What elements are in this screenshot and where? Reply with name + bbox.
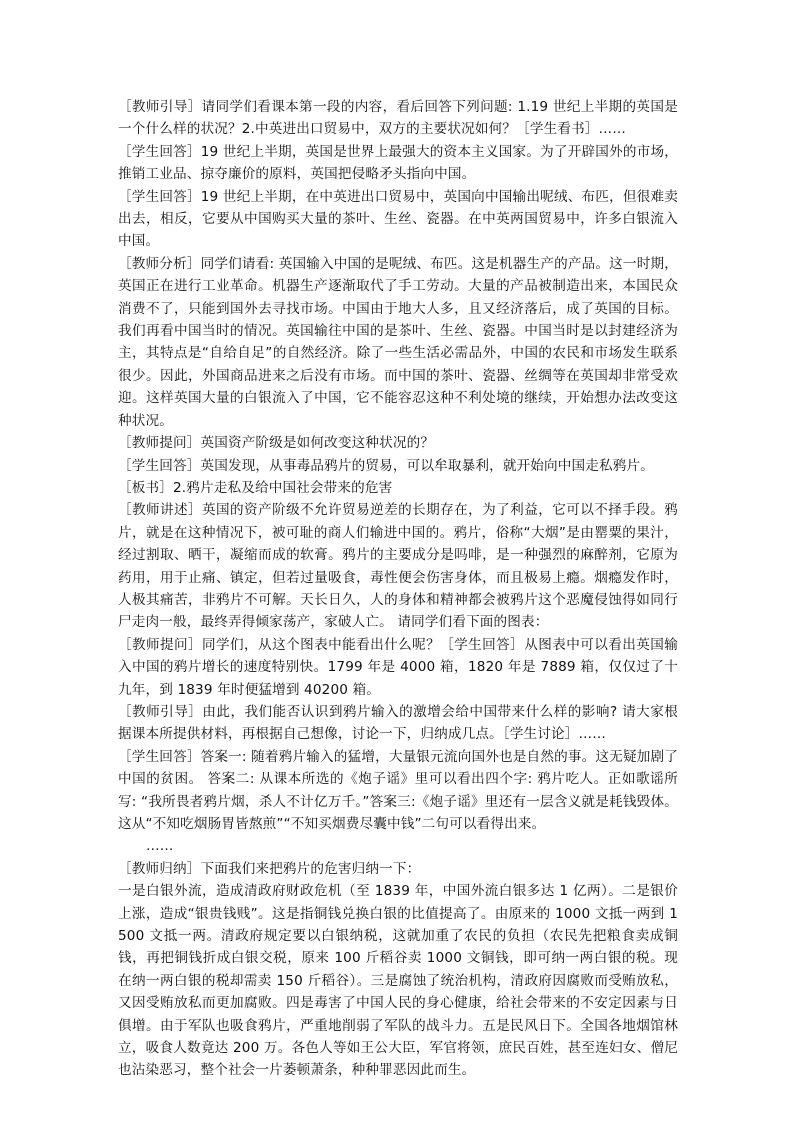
paragraph-student-answer-1: ［学生回答］19 世纪上半期，英国是世界上最强大的资本主义国家。为了开辟国外的市场，推销工业品、掠夺廉价的原料，英国把侵略矛头指向中国。: [118, 143, 678, 183]
paragraph-teacher-analysis: ［教师分析］同学们请看: 英国输入中国的是呢绒、布匹。这是机器生产的产品。这一时期，英国正在进行工业革命。机器生产逐渐取代了手工劳动。大量的产品被制造出来，本国民众消费不了，只能到国外去寻找市场。中国由于地大人多，且又经济落后，成了英国的目标。我们再看中国当时的情况。英国输往中国的是茶叶、生丝、瓷器。中国当时是以封建经济为主，其特点是“自给自足”的自然经济。除了一些生活必需品外，中国的农民和市场发生联系很少。因此，外国商品进来之后没有市场。而中国的茶叶、瓷器、丝绸等在英国却非常受欢迎。这样英国大量的白银流入了中国，它不能容忍这种不利处境的继续，开始想办法改变这种状况。: [118, 255, 678, 429]
paragraph-student-answer-2: ［学生回答］19 世纪上半期，在中英进出口贸易中，英国向中国输出呢绒、布匹，但很难卖出去，相反，它要从中国购买大量的茶叶、生丝、瓷器。在中英两国贸易中，许多白银流入中国。: [118, 188, 678, 250]
paragraph-teacher-guide-2: ［教师引导］由此，我们能否认识到鸦片输入的激增会给中国带来什么样的影响? 请大家根据课本所提供材料，再根据自己想像，讨论一下，归纳成几点。［学生讨论］……: [118, 703, 678, 743]
paragraph-ellipsis: ……: [146, 838, 174, 855]
paragraph-teacher-summary: ［教师归纳］下面我们来把鸦片的危害归纳一下：: [118, 860, 421, 877]
paragraph-teacher-narration: ［教师讲述］英国的资产阶级不允许贸易逆差的长期存在，为了利益，它可以不择手段。鸦片，就是在这种情况下，被可耻的商人们输进中国的。鸦片，俗称“大烟”是由罂粟的果汁，经过割取、晒干，凝缩而成的软膏。鸦片的主要成分是吗啡，是一种强烈的麻醉剂，它原为药用，用于止痛、镇定，但若过量吸食，毒性便会伤害身体，而且极易上瘾。烟瘾发作时，人极其痛苦，非鸦片不可解。天长日久，人的身体和精神都会被鸦片这个恶魔侵蚀得如同行尸走肉一般，最终弄得倾家荡产，家破人亡。 请同学们看下面的图表：: [118, 502, 678, 631]
paragraph-student-answer-4: ［学生回答］答案一: 随着鸦片输入的猛增，大量银元流向国外也是自然的事。这无疑加剧了中国的贫困。 答案二: 从课本所选的《炮子谣》里可以看出四个字: 鸦片吃人。正如歌谣所写: “我所畏者鸦片烟，杀人不计亿万千。”答案三:《炮子谣》里还有一层含义就是耗钱毁体。这从“不知吃烟肠胃皆熬煎”“不知买烟费尽囊中钱”二句可以看得出来。: [118, 748, 678, 832]
paragraph-student-answer-3: ［学生回答］英国发现，从事毒品鸦片的贸易，可以牟取暴利，就开始向中国走私鸦片。: [118, 457, 655, 474]
document-page: [118, 96, 678, 1082]
paragraph-teacher-guide-1: ［教师引导］请同学们看课本第一段的内容，看后回答下列问题: 1.19 世纪上半期的英国是一个什么样的状况？2.中英进出口贸易中，双方的主要状况如何？［学生看书］……: [118, 99, 678, 138]
paragraph-harms-list: 一是白银外流，造成清政府财政危机（至 1839 年，中国外流白银多达 1 亿两）。二是银价上涨，造成“银贵钱贱”。这是指铜钱兑换白银的比值提高了。由原来的 1000 文抵一两到 1500 文抵一两。清政府规定要以白银纳税，这就加重了农民的负担（农民先把粮食卖成铜钱，再把铜钱折成白银交税，原来 100 斤稻谷卖 1000 文铜钱，即可纳一两白银的税。现在纳一两白银的税却需卖 150 斤稻谷）。三是腐蚀了统治机构，清政府因腐败而受贿放私，又因受贿放私而更加腐败。四是毒害了中国人民的身心健康，给社会带来的不安定因素与日俱增。由于军队也吸食鸦片，严重地削弱了军队的战斗力。五是民风日下。全国各地烟馆林立，吸食人数竟达 200 万。各色人等如王公大臣，军官将领，庶民百姓，甚至连妇女、僧尼也沾染恶习，整个社会一片萎顿萧条，种种罪恶因此而生。: [118, 883, 678, 1079]
paragraph-board-writing: ［板书］2.鸦片走私及给中国社会带来的危害: [118, 479, 393, 496]
paragraph-teacher-question-2: ［教师提问］同学们，从这个图表中能看出什么呢？［学生回答］从图表中可以看出英国输入中国的鸦片增长的速度特别快。1799 年是 4000 箱，1820 年是 7889 箱，仅仅过了十九年，到 1839 年时便猛增到 40200 箱。: [118, 636, 678, 698]
paragraph-teacher-question-1: ［教师提问］英国资产阶级是如何改变这种状况的？: [118, 435, 435, 452]
